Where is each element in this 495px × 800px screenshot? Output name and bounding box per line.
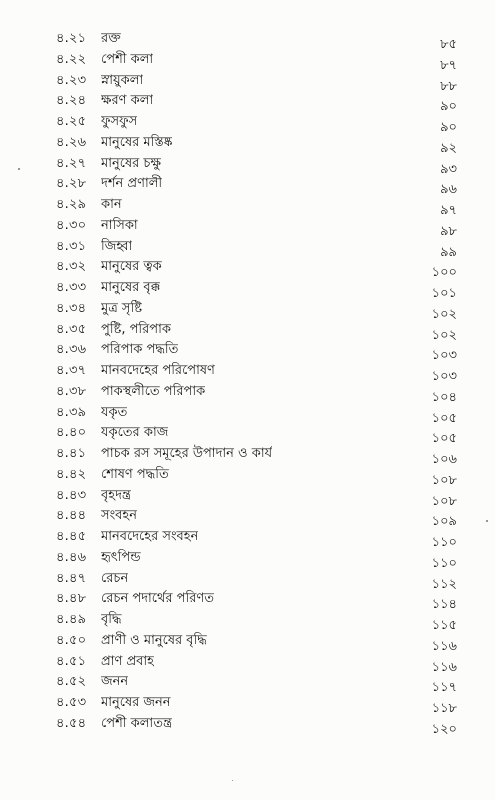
section-title: কান [101,197,122,212]
toc-row [0,672,495,696]
section-number: ৪.২৮ [56,176,87,192]
toc-row [0,91,495,115]
page-number: ১১৬ [431,638,457,654]
toc-row [0,403,495,424]
page-number: ১১০ [431,535,457,550]
page-number: ১১৪ [431,597,457,613]
section-title: জনন [101,674,129,690]
toc-row [0,631,495,652]
section-title: পাকস্থলীতে পরিপাক [101,383,206,399]
page-number: ১২০ [431,721,457,737]
page-number: ৮৫ [440,37,457,52]
page-number: ১০৩ [431,348,457,364]
page-number: ১০৫ [431,431,457,447]
section-title: স্নায়ুকলা [101,72,144,88]
toc-row [0,714,495,735]
section-title: ফুসফুস [101,114,138,129]
toc-row [0,299,495,320]
toc-row [0,237,495,258]
section-number: ৪.২৯ [56,197,87,212]
section-number: ৪.২৩ [56,72,87,88]
page-number: ১১৫ [431,618,457,633]
section-number: ৪.২৫ [56,114,87,129]
section-title: পাচক রস সমূহের উপাদান ও কার্য [101,446,273,461]
toc-row [0,154,495,175]
section-number: ৪.৪৮ [56,591,87,607]
page-number: ১০১ [431,286,457,301]
page-number: ১০৮ [431,493,457,509]
section-title: প্রাণী ও মানুষের বৃদ্ধি [101,632,207,648]
section-number: ৪.৪৬ [56,549,87,565]
section-title: মুত্র সৃষ্টি [101,300,143,316]
page-number: ১০৪ [431,389,457,405]
page-number: ১১২ [431,576,457,592]
page-number: ৯৮ [440,223,457,239]
toc-row [0,133,495,154]
section-number: ৪.২৪ [56,93,87,109]
section-number: ৪.৪০ [56,425,87,441]
section-number: ৪.২৬ [56,134,87,150]
section-number: ৪.২৭ [56,155,87,171]
section-number: ৪.৪২ [56,466,87,482]
toc-row [0,465,495,486]
toc-row [0,527,495,548]
section-title: বৃহদন্ত্র [101,487,131,503]
section-number: ৪.৪১ [56,446,87,461]
page-number: ১০৩ [431,369,457,384]
section-title: হৃৎপিন্ড [101,549,141,565]
page-number: ১০২ [431,327,457,343]
toc-row [0,610,495,631]
section-number: ৪.৫২ [56,674,87,690]
section-title: সংবহন [101,508,138,524]
section-title: রেচন [101,570,129,586]
section-title: পেশী কলা [101,51,154,67]
section-title: জিহ্বা [101,238,133,254]
section-title: মানবদেহের সংবহন [101,529,199,544]
section-number: ৪.২১ [56,31,87,46]
section-number: ৪.৫৩ [56,695,87,710]
section-title: যকৃতের কাজ [101,425,169,441]
section-number: ৪.৫৪ [56,715,87,731]
toc-row [0,71,495,92]
page-number: ১১০ [431,555,457,571]
print-speck [232,780,233,781]
section-title: পেশী কলাতন্ত্র [101,715,172,731]
page-number: ১০৮ [431,472,457,488]
section-title: বৃদ্ধি [101,612,122,627]
toc-row [0,693,495,714]
page-number: ৯২ [440,140,457,156]
section-number: ৪.৩২ [56,259,87,275]
toc-row [0,257,495,281]
section-title: মানুষের বৃক্ক [101,280,161,295]
section-title: শোষণ পদ্ধতি [101,466,169,482]
section-number: ৪.৪৭ [56,570,87,586]
section-title: যকৃত [101,404,128,420]
toc-row [0,423,495,447]
toc-row [0,174,495,198]
toc-row [0,589,495,613]
page-number: ১১৬ [431,659,457,675]
page-number: ১১৮ [431,701,457,716]
toc-row [0,216,495,237]
toc-row [0,50,495,71]
page-number: ৯০ [440,99,457,115]
toc-row [0,195,495,216]
section-title: প্রাণ প্রবাহ [101,653,155,669]
section-title: পুষ্টি, পরিপাক [101,321,171,337]
toc-row [0,29,495,50]
section-title: মানুষের মস্তিষ্ক [101,134,173,150]
page-number: ১০৬ [431,452,457,467]
section-title: রেচন পদার্থের পরিণত [101,591,214,607]
page-number: ৯৭ [440,203,457,218]
page-number: ৯৯ [440,244,457,260]
section-title: মানুষের ত্বক [101,259,162,275]
section-number: ৪.৩৩ [56,280,87,295]
page-number: ৯৩ [440,161,457,177]
toc-row [0,444,495,465]
section-number: ৪.৩৫ [56,321,87,337]
toc-row [0,320,495,341]
page-number: ৮৮ [440,78,457,94]
section-title: মানুষের জনন [101,695,171,710]
toc-row [0,569,495,590]
section-number: ৪.৪৫ [56,529,87,544]
section-title: মানবদেহের পরিপোষণ [101,363,215,378]
section-title: দর্শন প্রণালী [101,176,163,192]
section-number: ৪.৪৩ [56,487,87,503]
page-number: ১০৫ [431,410,457,426]
section-number: ৪.৩৬ [56,342,87,358]
toc-row [0,548,495,569]
section-title: ক্ষরণ কলা [101,93,154,109]
toc-row [0,361,495,382]
section-number: ৪.৫১ [56,653,87,669]
print-speck [486,520,488,522]
toc-row [0,278,495,299]
page-number: ৮৭ [440,57,457,73]
section-number: ৪.৪৯ [56,612,87,627]
toc-list [0,29,495,735]
section-number: ৪.২২ [56,51,87,67]
page-number: ১০৯ [431,514,457,530]
toc-row [0,506,495,530]
section-number: ৪.৩০ [56,217,87,233]
toc-row [0,652,495,673]
section-number: ৪.৪৪ [56,508,87,524]
page-number: ৯৬ [440,182,457,198]
section-number: ৪.৫০ [56,632,87,648]
page-number: ৯০ [440,120,457,135]
page-number: ১০২ [431,306,457,322]
section-number: ৪.৩৮ [56,383,87,399]
section-number: ৪.৩১ [56,238,87,254]
section-title: মানুষের চক্ষু [101,155,161,171]
section-number: ৪.৩৪ [56,300,87,316]
section-title: রক্ত [101,31,121,46]
section-title: পরিপাক পদ্ধতি [101,342,179,358]
toc-row [0,340,495,364]
page-number: ১১৭ [431,680,457,696]
toc-row [0,112,495,133]
toc-row [0,382,495,403]
print-speck [18,168,20,170]
section-number: ৪.৩৭ [56,363,87,378]
section-title: নাসিকা [101,217,138,233]
page-number: ১০০ [431,265,457,281]
section-number: ৪.৩৯ [56,404,87,420]
toc-row [0,486,495,507]
